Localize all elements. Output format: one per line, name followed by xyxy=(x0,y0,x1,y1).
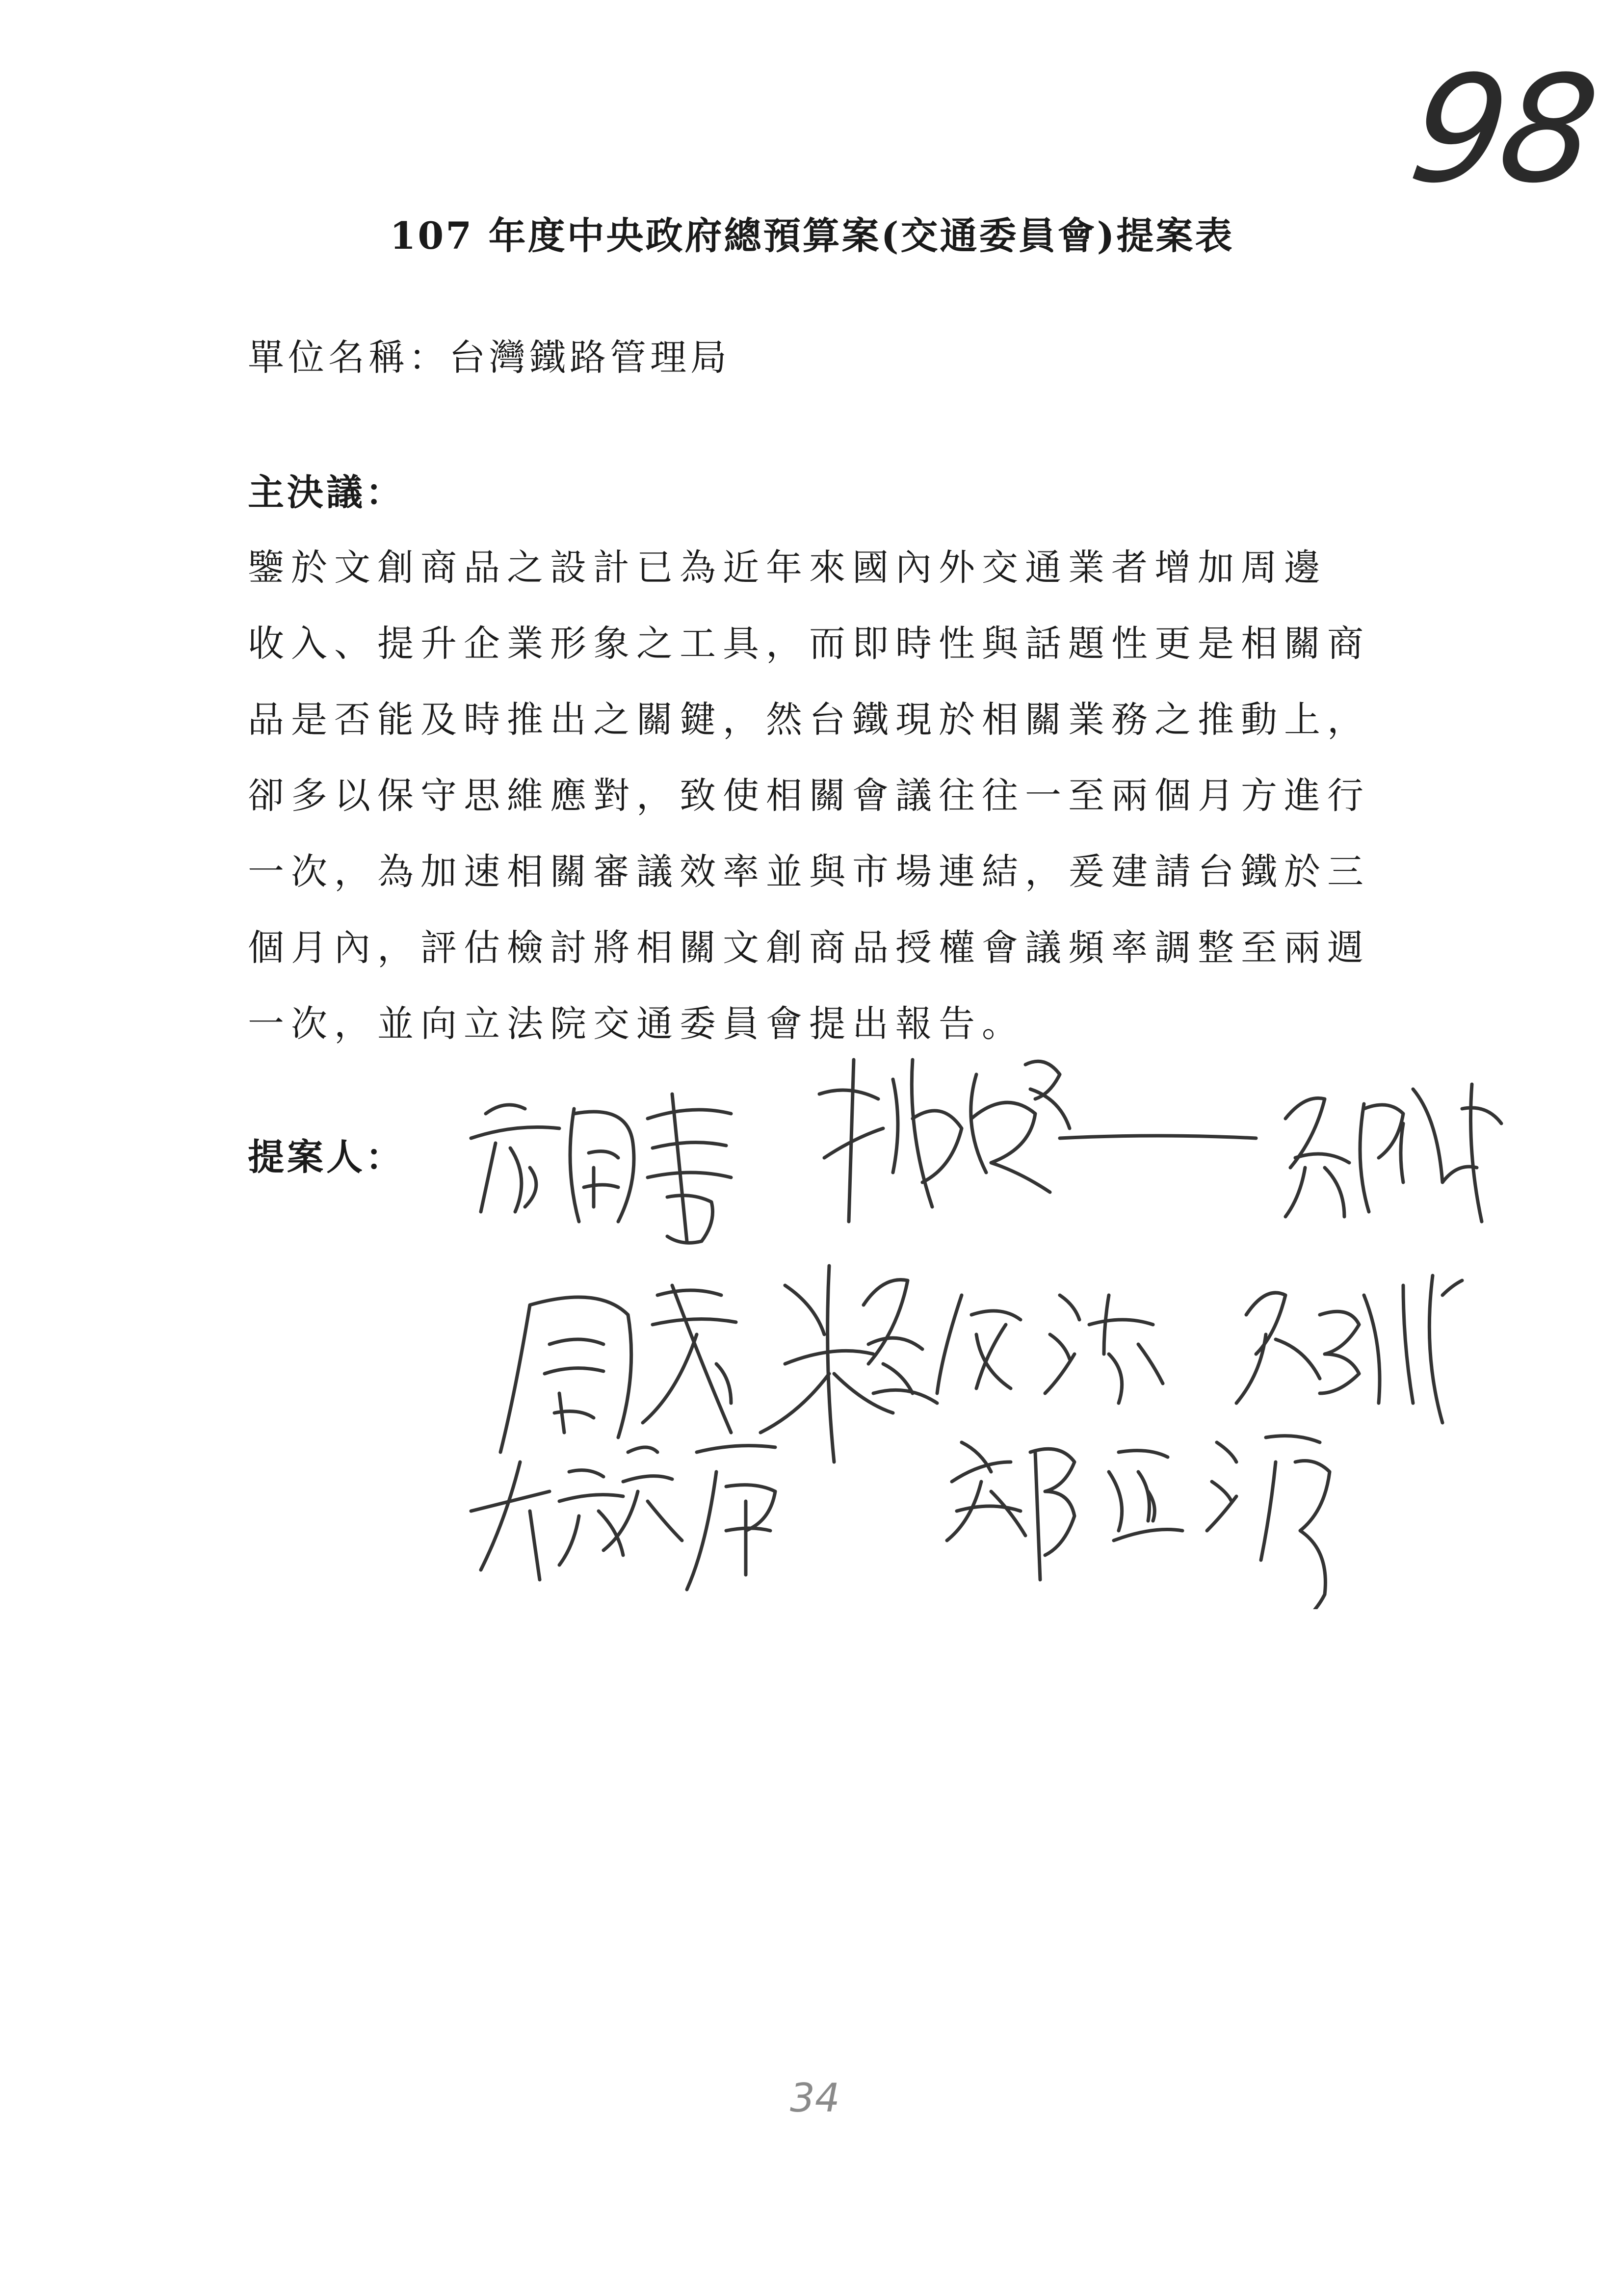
unit-label: 單位名稱： xyxy=(248,337,449,379)
resolution-line: 一次，並向立法院交通委員會提出報告。 xyxy=(248,1003,1025,1045)
unit-line xyxy=(248,329,731,381)
resolution-line: 一次，為加速相關審議效率並與市場連結，爰建請台鐵於三 xyxy=(248,851,1370,893)
signature-5 xyxy=(864,1280,1163,1403)
proposer-label: 提案人： xyxy=(248,1136,405,1178)
resolution-heading: 主決議： xyxy=(248,471,405,514)
signature-1 xyxy=(471,1094,731,1243)
resolution-line: 個月內，評估檢討將相關文創商品授權會議頻率調整至兩週 xyxy=(248,927,1370,969)
document-title: 107 年度中央政府總預算案(交通委員會)提案表 xyxy=(390,214,1234,258)
resolution-body xyxy=(248,530,1406,1062)
resolution-line: 卻多以保守思維應對，致使相關會議往往一至兩個月方進行 xyxy=(248,775,1370,817)
unit-value: 台灣鐵路管理局 xyxy=(449,337,731,379)
resolution-line: 鑒於文創商品之設計已為近年來國內外交通業者增加周邊 xyxy=(248,547,1327,589)
signature-6 xyxy=(1236,1276,1462,1423)
signature-7 xyxy=(471,1446,775,1590)
signature-3 xyxy=(1285,1084,1501,1222)
signature-8 xyxy=(947,1436,1330,1609)
handwritten-page-mark: 98 xyxy=(1401,44,1603,215)
signatures-area xyxy=(442,1020,1521,1609)
page-number: 34 xyxy=(790,2075,840,2121)
signature-4 xyxy=(500,1266,893,1462)
resolution-line: 收入、提升企業形象之工具，而即時性與話題性更是相關商 xyxy=(248,623,1370,665)
resolution-line: 品是否能及時推出之關鍵，然台鐵現於相關業務之推動上， xyxy=(248,699,1370,741)
signature-2 xyxy=(819,1060,1256,1222)
signatures-drawing xyxy=(442,1020,1521,1609)
